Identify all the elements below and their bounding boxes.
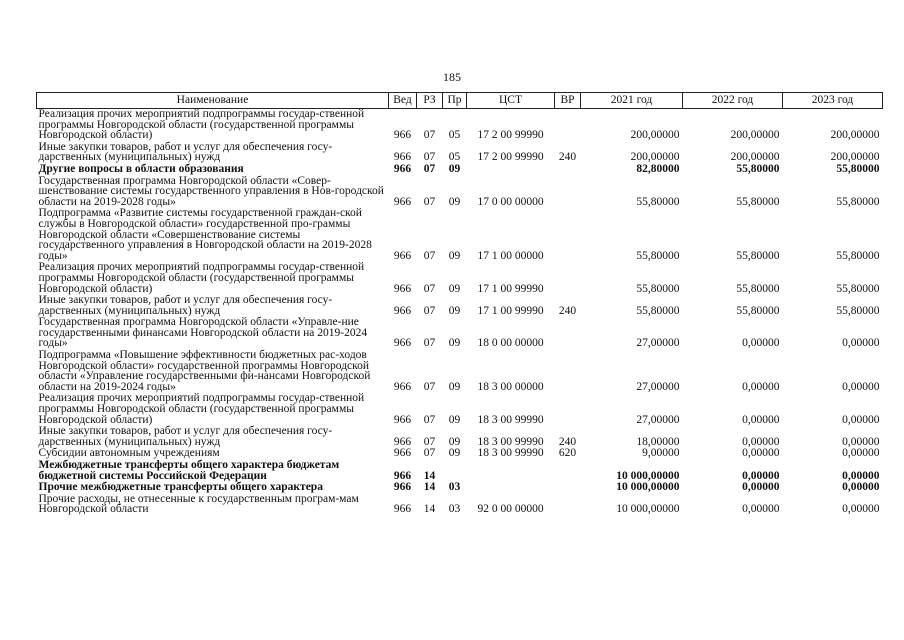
table-cell-name: Государственная программа Новгородской области «Совер-шенствование системы государственного управления в Нов-городской области на 2019-2028 годы» (38, 174, 384, 208)
table-cell-2022: 0,00000 (742, 503, 780, 516)
table-cell-pr: 03 (448, 481, 461, 494)
table-cell-2023: 55,80000 (836, 304, 880, 317)
table-cell-pr: 09 (448, 447, 461, 460)
table-cell-cst: 17 1 00 99990 (477, 282, 544, 295)
table-cell-name: Реализация прочих мероприятий подпрограммы государ-ственной программы Новгородской области (государственной программы Новгородской области) (38, 261, 365, 295)
table-cell-vr (555, 350, 581, 393)
table-cell-2021: 200,00000 (630, 129, 680, 142)
table-cell-pr: 09 (448, 304, 461, 317)
table-cell-name: Государственная программа Новгородской области «Управле-ние государственными финансами Новгородской области на 2019-2024 годы» (38, 316, 368, 350)
table-cell-name: Иные закупки товаров, работ и услуг для обеспечения госу-дарственных (муниципальных) нужд (38, 140, 333, 164)
table-cell-name: Подпрограмма «Развитие системы государственной граждан-ской службы в Новгородской области» государственной про-граммы Новгородской области «Совершенствование системы государственного управления в Новгородской области на 2019-2028 годы» (38, 207, 372, 262)
table-cell-2022: 0,00000 (742, 469, 780, 482)
table-cell-2022: 55,80000 (736, 195, 780, 208)
table-cell-2021: 10 000,00000 (616, 481, 680, 494)
table-cell-rz: 07 (423, 162, 436, 175)
table-cell-vr (555, 494, 581, 516)
table-cell-vr (555, 393, 581, 426)
table-body (37, 109, 883, 516)
table-cell-ved: 966 (393, 435, 412, 448)
table-row (37, 142, 883, 164)
table-cell-pr: 09 (448, 337, 461, 350)
table-cell-rz: 14 (423, 503, 436, 516)
table-cell-ved: 966 (393, 195, 412, 208)
table-cell-2022: 0,00000 (742, 413, 780, 426)
table-cell-ved: 966 (393, 337, 412, 350)
table-cell-2022: 0,00000 (742, 337, 780, 350)
table-cell-name: Реализация прочих мероприятий подпрограммы государ-ственной программы Новгородской области (государственной программы Новгородской области) (38, 108, 365, 142)
table-cell-cst (467, 460, 555, 482)
table-cell-name: Межбюджетные трансферты общего характера бюджетам бюджетной системы Российской Федерации (38, 459, 340, 482)
table-cell-pr: 09 (448, 413, 461, 426)
table-cell-2021: 55,80000 (636, 304, 680, 317)
table-cell-2021: 10 000,00000 (616, 503, 680, 516)
table-cell-pr: 09 (448, 282, 461, 295)
table-cell-vr (555, 176, 581, 209)
table-cell-2023: 200,00000 (830, 129, 880, 142)
table-cell-rz: 07 (423, 129, 436, 142)
table-cell-cst: 18 3 00 99990 (477, 447, 544, 460)
table-cell-name: Иные закупки товаров, работ и услуг для обеспечения госу-дарственных (муниципальных) нужд (38, 294, 333, 317)
table-cell-2023: 55,80000 (836, 162, 880, 175)
header-2022: 2022 год (683, 93, 783, 109)
header-row (37, 93, 883, 109)
table-cell-cst: 18 0 00 00000 (477, 337, 544, 350)
table-cell-ved: 966 (393, 249, 412, 262)
table-cell-cst: 17 0 00 00000 (477, 195, 544, 208)
table-cell-2021: 10 000,00000 (616, 469, 680, 482)
table-cell-ved: 966 (393, 151, 412, 164)
table-cell-ved: 966 (393, 469, 412, 482)
table-cell-vr (555, 460, 581, 482)
table-cell-cst: 17 2 00 99990 (477, 151, 544, 164)
table-row (37, 176, 883, 209)
header-2023: 2023 год (783, 93, 883, 109)
table-cell-cst: 17 1 00 99990 (477, 304, 544, 317)
table-cell-2023: 0,00000 (842, 447, 880, 460)
table-cell-vr: 620 (558, 447, 577, 460)
table-row (37, 295, 883, 317)
table-cell-ved: 966 (393, 129, 412, 142)
table-cell-pr: 05 (448, 129, 461, 142)
table-cell-rz: 07 (423, 304, 436, 317)
header-rz: РЗ (417, 93, 443, 109)
header-ved: Вед (389, 93, 417, 109)
table-cell-rz: 07 (423, 413, 436, 426)
table-cell-2021: 27,00000 (636, 380, 680, 393)
table-row (37, 460, 883, 482)
table-row (37, 426, 883, 448)
table-cell-rz: 07 (423, 337, 436, 350)
table-row (37, 350, 883, 393)
table-cell-2022: 0,00000 (742, 447, 780, 460)
table-cell-2022: 200,00000 (730, 129, 780, 142)
table-cell-ved: 966 (393, 282, 412, 295)
budget-table (36, 92, 883, 516)
table-cell-vr (555, 208, 581, 262)
table-row (37, 262, 883, 295)
table-cell-name: Реализация прочих мероприятий подпрограммы государ-ственной программы Новгородской области (государственной программы Новгородской области) (38, 392, 365, 426)
table-cell-2023: 0,00000 (842, 413, 880, 426)
table-cell-cst: 17 1 00 00000 (477, 249, 544, 262)
table-cell-pr: 09 (448, 380, 461, 393)
table-cell-2022: 0,00000 (742, 435, 780, 448)
table-cell-vr (555, 262, 581, 295)
table-cell-name: Иные закупки товаров, работ и услуг для обеспечения госу-дарственных (муниципальных) нужд (38, 425, 333, 448)
table-cell-rz: 14 (423, 469, 436, 482)
table-cell-2021: 55,80000 (636, 282, 680, 295)
table-cell-2021: 55,80000 (636, 195, 680, 208)
table-cell-ved: 966 (393, 447, 412, 460)
table-cell-rz: 07 (423, 195, 436, 208)
table-cell-vr: 240 (558, 304, 577, 317)
table-cell-cst: 18 3 00 99990 (477, 413, 544, 426)
table-row (37, 208, 883, 262)
table-cell-cst: 18 3 00 00000 (477, 380, 544, 393)
table-cell-2022: 55,80000 (736, 282, 780, 295)
table-cell-2022: 55,80000 (736, 304, 780, 317)
table-cell-rz: 07 (423, 380, 436, 393)
table-cell-pr: 09 (448, 435, 461, 448)
table-row (37, 317, 883, 350)
header-vr: ВР (555, 93, 581, 109)
table-cell-ved: 966 (393, 162, 412, 175)
table-cell-2023: 55,80000 (836, 249, 880, 262)
header-pr: Пр (443, 93, 467, 109)
table-cell-2021: 18,00000 (636, 435, 680, 448)
table-cell-ved: 966 (393, 481, 412, 494)
table-cell-pr: 09 (448, 195, 461, 208)
table-cell-ved: 966 (393, 413, 412, 426)
table-cell-pr: 09 (448, 162, 461, 175)
table-cell-2023: 55,80000 (836, 282, 880, 295)
table-cell-2023: 0,00000 (842, 469, 880, 482)
table-cell-rz: 07 (423, 282, 436, 295)
table-cell-ved: 966 (393, 380, 412, 393)
table-cell-pr (443, 460, 467, 482)
header-2021: 2021 год (581, 93, 683, 109)
table-cell-2022: 55,80000 (736, 162, 780, 175)
table-cell-rz: 07 (423, 151, 436, 164)
table-row (37, 494, 883, 516)
table-cell-2023: 200,00000 (830, 151, 880, 164)
table-cell-cst: 92 0 00 00000 (477, 503, 544, 516)
table-cell-2023: 0,00000 (842, 337, 880, 350)
header-cst: ЦСТ (467, 93, 555, 109)
table-cell-pr: 05 (448, 151, 461, 164)
table-cell-cst (467, 482, 555, 494)
table-cell-2021: 27,00000 (636, 413, 680, 426)
table-cell-2021: 27,00000 (636, 337, 680, 350)
table-cell-name: Прочие расходы, не отнесенные к государственным програм-мам Новгородской области (38, 492, 359, 516)
table-cell-2021: 200,00000 (630, 151, 680, 164)
table-cell-2023: 0,00000 (842, 503, 880, 516)
table-cell-2023: 55,80000 (836, 195, 880, 208)
table-cell-vr (555, 482, 581, 494)
table-row (37, 164, 883, 176)
table-cell-2022: 0,00000 (742, 380, 780, 393)
table-cell-cst: 17 2 00 99990 (477, 129, 544, 142)
table-cell-pr: 09 (448, 249, 461, 262)
table-cell-cst: 18 3 00 99990 (477, 435, 544, 448)
table-cell-2023: 0,00000 (842, 435, 880, 448)
table-cell-name: Другие вопросы в области образования (38, 162, 244, 175)
header-name: Наименование (37, 93, 389, 109)
table-cell-2022: 55,80000 (736, 249, 780, 262)
table-cell-ved: 966 (393, 304, 412, 317)
table-cell-rz: 07 (423, 249, 436, 262)
table-cell-vr: 240 (558, 435, 577, 448)
table-cell-2022: 200,00000 (730, 151, 780, 164)
table-cell-name: Субсидии автономным учреждениям (38, 447, 220, 460)
table-cell-rz: 07 (423, 447, 436, 460)
page-number: 185 (443, 70, 461, 84)
table-cell-2023: 0,00000 (842, 380, 880, 393)
table-cell-2023: 0,00000 (842, 481, 880, 494)
table-cell-2021: 82,80000 (636, 162, 680, 175)
table-cell-vr (555, 109, 581, 142)
table-cell-name: Прочие межбюджетные трансферты общего характера (38, 481, 323, 494)
table-row (37, 109, 883, 142)
table-cell-2021: 55,80000 (636, 249, 680, 262)
table-cell-2022: 0,00000 (742, 481, 780, 494)
table-cell-vr (555, 164, 581, 176)
table-row (37, 393, 883, 426)
table-cell-vr: 240 (558, 151, 577, 164)
table-cell-name: Подпрограмма «Повышение эффективности бюджетных рас-ходов Новгородской области» государственной программы Новгородской области «Управление государственными фи-нансами Новгородской области на 2019-2024 годы» (38, 349, 371, 393)
table-cell-cst (467, 164, 555, 176)
table-cell-vr (555, 317, 581, 350)
table-cell-2021: 9,00000 (642, 447, 680, 460)
table-cell-ved: 966 (393, 503, 412, 516)
table-cell-rz: 14 (423, 481, 436, 494)
table-cell-pr: 03 (448, 503, 461, 516)
table-cell-rz: 07 (423, 435, 436, 448)
